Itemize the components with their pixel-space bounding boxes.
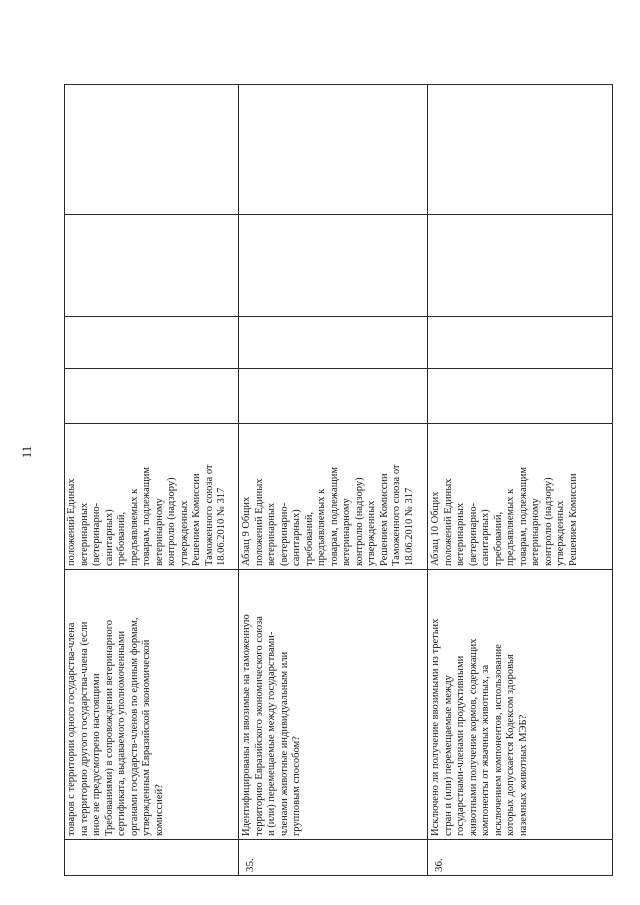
column-divider — [64, 316, 613, 317]
column-divider — [64, 368, 613, 369]
table-cell-number: 35. — [244, 858, 256, 872]
table-border-left — [64, 84, 65, 876]
page-number: 11 — [19, 445, 34, 459]
column-divider — [64, 839, 613, 840]
table-cell-number: 36. — [433, 858, 445, 872]
column-divider — [64, 569, 613, 570]
column-divider — [64, 214, 613, 215]
table-cell-question: товаров с территории одного государства-члена на территорию другого государства-члена (если иное не предусмотрено настоящими Требованиями) в сопровождении ветеринарного сертификата, выдаваемого уполномоченными органами государств-членов по единым формам, утвержденным Евразийской экономической комиссией? — [66, 617, 165, 836]
table-border-right — [612, 84, 613, 876]
table-cell-basis: Абзац 9 Общих положений Единых ветеринарных (ветеринарно- санитарных) требований, предъявляемых к товарам, подлежащим ветеринарному контролю (надзору) утвержденных Решением Комиссии Таможенного союза от 18.06.2010 № 317 — [241, 464, 415, 566]
table-border-bottom — [64, 875, 613, 876]
table-cell-basis: Абзац 10 Общих положений Единых ветеринарных (ветеринарно- санитарных) требований, предъявляемых к товарам, подлежащим ветеринарному контролю (надзору) утвержденных Решением Комиссии — [430, 466, 579, 566]
table-cell-question: Идентифицированы ли ввозимые на таможенную территорию Евразийского экономического союза и (или) перемещаемые между государствами- членами животные индивидуальным или групповым способом? — [241, 614, 302, 836]
table-cell-question: Исключено ли получение ввозимыми из третьих стран и (или) перемещаемые между государствами-членами продуктивными животными получение кормов, содержащих компоненты от жвачных животных, за исключением компонентов, использование которых допускается Кодексом здоровья наземных животных МЭБ? — [430, 618, 529, 836]
row-divider — [238, 84, 239, 876]
column-divider — [64, 423, 613, 424]
table-border-top — [64, 84, 613, 85]
row-divider — [427, 84, 428, 876]
table-cell-basis: положений Единых ветеринарных (ветеринарно- санитарных) требований, предъявляемых к товарам, подлежащим ветеринарному контролю (надзору) утвержденных Решением Комиссии Таможенного союза от 18.06.2010 № 317 — [66, 464, 227, 566]
